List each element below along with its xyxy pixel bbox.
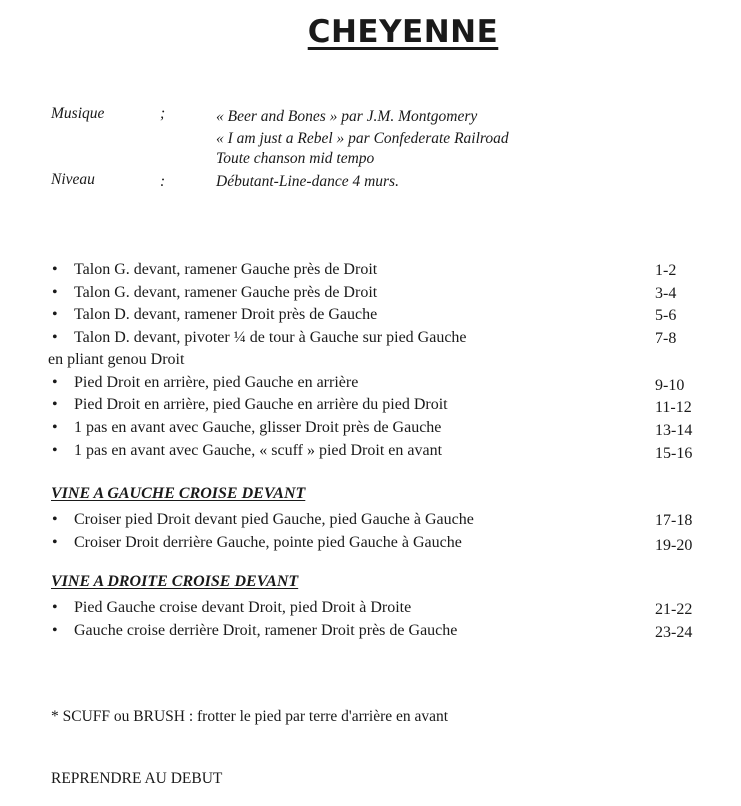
bullet-icon: •: [52, 599, 58, 616]
niveau-label: Niveau: [51, 171, 95, 188]
step-count: 9-10: [655, 376, 685, 394]
steps-list: [48, 259, 702, 462]
list-item: [52, 394, 702, 417]
step-text: 1 pas en avant avec Gauche, « scuff » pied Droit en avant: [74, 441, 443, 459]
step-count: 19-20: [655, 536, 693, 554]
step-count: 15-16: [655, 444, 693, 462]
step-text: Talon D. devant, pivoter ¼ de tour à Gauche sur pied Gauche: [74, 328, 467, 346]
list-item: [52, 282, 702, 305]
bullet-icon: •: [52, 621, 58, 639]
scuff-note: * SCUFF ou BRUSH : frotter le pied par terre d'arrière en avant: [51, 708, 449, 725]
step-text: Croiser Droit derrière Gauche, pointe pied Gauche à Gauche: [74, 533, 462, 551]
bullet-icon: •: [52, 396, 58, 414]
step-text: Talon G. devant, ramener Gauche près de Droit: [74, 261, 378, 278]
step-text: Talon G. devant, ramener Gauche près de Droit: [74, 283, 378, 301]
list-item: [52, 259, 702, 282]
step-text: Pied Droit en arrière, pied Gauche en arrière du pied Droit: [74, 396, 448, 414]
section-title-vine-gauche: VINE A GAUCHE CROISE DEVANT: [51, 485, 306, 502]
list-item: [52, 509, 702, 532]
step-text: Croiser pied Droit devant pied Gauche, pied Gauche à Gauche: [74, 511, 474, 528]
bullet-icon: •: [52, 418, 58, 436]
section-title-vine-droite: VINE A DROITE CROISE DEVANT: [51, 573, 299, 590]
musique-line-3: Toute chanson mid tempo: [216, 150, 375, 167]
musique-line-1: « Beer and Bones » par J.M. Montgomery: [216, 108, 478, 125]
niveau-value: Débutant-Line-dance 4 murs.: [216, 173, 399, 190]
bullet-icon: •: [52, 328, 58, 346]
bullet-icon: •: [52, 441, 58, 459]
list-item: [52, 620, 702, 643]
bullet-icon: •: [52, 511, 58, 528]
bullet-icon: •: [52, 283, 58, 301]
step-count: 13-14: [655, 421, 693, 439]
step-text-continuation: en pliant genou Droit: [48, 350, 185, 368]
step-text: Talon D. devant, ramener Droit près de Gauche: [74, 306, 378, 324]
musique-line-2: « I am just a Rebel » par Confederate Railroad: [216, 130, 509, 147]
list-item: [52, 304, 702, 327]
section-vine-gauche-list: [52, 509, 702, 554]
section-vine-droite-list: [52, 597, 702, 642]
step-text: Pied Gauche croise devant Droit, pied Droit à Droite: [74, 599, 412, 616]
step-text: Pied Droit en arrière, pied Gauche en arrière: [74, 373, 359, 391]
document-title: CHEYENNE: [307, 14, 499, 50]
step-count: 7-8: [655, 329, 677, 347]
step-text: 1 pas en avant avec Gauche, glisser Droit près de Gauche: [74, 418, 442, 436]
bullet-icon: •: [52, 533, 58, 551]
footer-instruction: REPRENDRE AU DEBUT: [51, 770, 223, 787]
bullet-icon: •: [52, 306, 58, 324]
step-count: 11-12: [655, 399, 692, 417]
musique-colon: ;: [160, 105, 166, 122]
step-count: 5-6: [655, 307, 677, 325]
bullet-icon: •: [52, 261, 58, 278]
list-item: [52, 417, 702, 440]
step-count: 3-4: [655, 284, 677, 302]
list-item: [52, 532, 702, 555]
list-item: [52, 597, 702, 620]
bullet-icon: •: [52, 373, 58, 391]
musique-label: Musique: [51, 105, 105, 122]
step-count: 23-24: [655, 623, 693, 641]
step-text: Gauche croise derrière Droit, ramener Droit près de Gauche: [74, 621, 458, 639]
step-count: 21-22: [655, 601, 693, 618]
list-item: [52, 372, 702, 395]
step-count: 17-18: [655, 512, 693, 529]
list-item: [52, 440, 702, 463]
niveau-colon: :: [160, 173, 166, 190]
list-item: [48, 327, 702, 372]
step-count: 1-2: [655, 262, 677, 279]
